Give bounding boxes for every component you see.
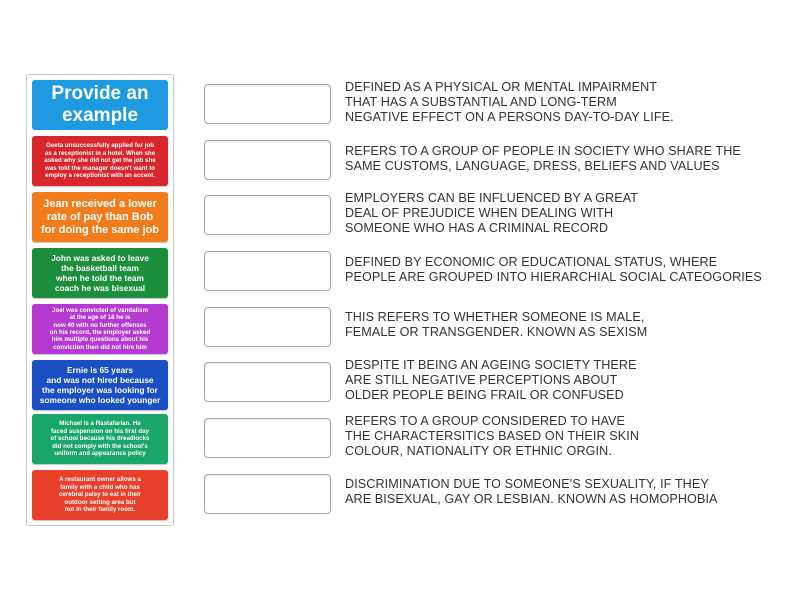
definition-line: REFERS TO A GROUP OF PEOPLE IN SOCIETY WHO SHARE THE [345,144,741,158]
definition-line: SOMEONE WHO HAS A CRIMINAL RECORD [345,221,609,235]
example-card-7[interactable] [32,470,168,520]
card-line: now 40 with no further offenses [53,321,147,329]
card-line: when he told the team [56,273,144,283]
definition-line: THIS REFERS TO WHETHER SOMEONE IS MALE, [345,310,645,324]
definition-8 [345,477,785,507]
drop-zone-5[interactable] [204,307,331,347]
card-line: Michael is a Rastafarian. He [59,420,141,428]
definition-line: DEAL OF PREJUDICE WHEN DEALING WITH [345,206,614,220]
drop-zone-2[interactable] [204,140,331,180]
example-card-1[interactable] [32,136,168,186]
drop-zone-4[interactable] [204,251,331,291]
card-line: employ a receptionist with an accent. [45,172,155,180]
card-line: family with a child who has [60,483,140,491]
card-line: John was asked to leave [51,253,149,263]
card-line: conviction then did not hire him [53,343,147,351]
card-line: someone who looked younger [39,395,161,405]
definition-line: THE CHARACTERSITICS BASED ON THEIR SKIN [345,429,640,443]
definition-4 [345,255,785,285]
definition-line: DEFINED BY ECONOMIC OR EDUCATIONAL STATUS, WHERE [345,255,718,269]
card-line: did not comply with the school's [52,442,148,450]
card-line: Joel was convicted of vandalism [52,306,148,314]
definition-line: FEMALE OR TRANSGENDER. KNOWN AS SEXISM [345,325,648,339]
card-line: at the age of 18 he is [69,314,131,322]
card-line: on his record, the employer asked [49,329,151,336]
definition-line: OLDER PEOPLE BEING FRAIL OR CONFUSED [345,388,624,402]
card-line: faced suspension on his first day [50,427,149,435]
card-line: Ernie is 65 years [66,365,134,375]
drop-zone-8[interactable] [204,474,331,514]
definition-line: THAT HAS A SUBSTANTIAL AND LONG-TERM [345,95,617,109]
card-line: for doing the same job [41,223,159,236]
card-line: was told the manager doesn't want to [44,164,156,172]
card-line: outdoor setting area but [64,498,136,506]
card-line: A restaurant owner allows a [59,476,141,484]
example-card-5[interactable] [32,360,168,410]
definition-line: NEGATIVE EFFECT ON A PERSONS DAY-TO-DAY LIFE. [345,110,674,124]
definition-line: DEFINED AS A PHYSICAL OR MENTAL IMPAIRMENT [345,80,658,94]
definition-line: ARE STILL NEGATIVE PERCEPTIONS ABOUT [345,373,618,387]
card-line: him multiple questions about his [51,336,149,344]
example-card-4[interactable] [32,304,168,354]
definition-7 [345,414,785,459]
card-line: Jean received a lower [43,197,157,210]
card-line: uniform and appearance policy [54,450,146,458]
definition-line: SAME CUSTOMS, LANGUAGE, DRESS, BELIEFS AND VALUES [345,159,720,173]
card-line: rate of pay than Bob [46,210,154,223]
card-line: of school because his dreadlocks [50,435,150,443]
card-line: as a receptionist in a hotel. When she [44,149,156,157]
drop-zone-7[interactable] [204,418,331,458]
drop-zone-3[interactable] [204,195,331,235]
drop-zone-1[interactable] [204,84,331,124]
example-card-6[interactable] [32,414,168,464]
definition-3 [345,191,785,236]
definition-6 [345,358,785,403]
definition-line: ARE BISEXUAL, GAY OR LESBIAN. KNOWN AS HOMOPHOBIA [345,492,718,506]
definition-line: DESPITE IT BEING AN AGEING SOCIETY THERE [345,358,637,372]
drop-zone-6[interactable] [204,362,331,402]
card-line: cerebral palsy to eat in their [58,491,142,499]
example-card-2[interactable] [32,192,168,242]
card-line: asked why she did not get the job she [44,157,156,165]
card-line: Geeta unsuccessfully applied for job [46,142,154,150]
definition-2 [345,144,785,174]
title-tile [32,80,168,130]
definition-line: DISCRIMINATION DUE TO SOMEONE'S SEXUALITY, IF THEY [345,477,709,491]
definition-line: EMPLOYERS CAN BE INFLUENCED BY A GREAT [345,191,639,205]
definition-5 [345,310,785,340]
card-line: the basketball team [61,263,139,273]
card-line: the employer was looking for [42,385,158,395]
definition-line: COLOUR, NATIONALITY OR ETHNIC ORGIN. [345,444,612,458]
definition-line: REFERS TO A GROUP CONSIDERED TO HAVE [345,414,626,428]
example-card-3[interactable] [32,248,168,298]
card-line: not in their family room. [64,506,136,514]
definition-1 [345,80,785,125]
definition-line: PEOPLE ARE GROUPED INTO HIERARCHIAL SOCIAL CATEOGORIES [345,270,762,284]
card-line: coach he was bisexual [54,283,146,293]
title-label: Provide an example [51,83,149,126]
card-line: and was not hired because [46,375,154,385]
